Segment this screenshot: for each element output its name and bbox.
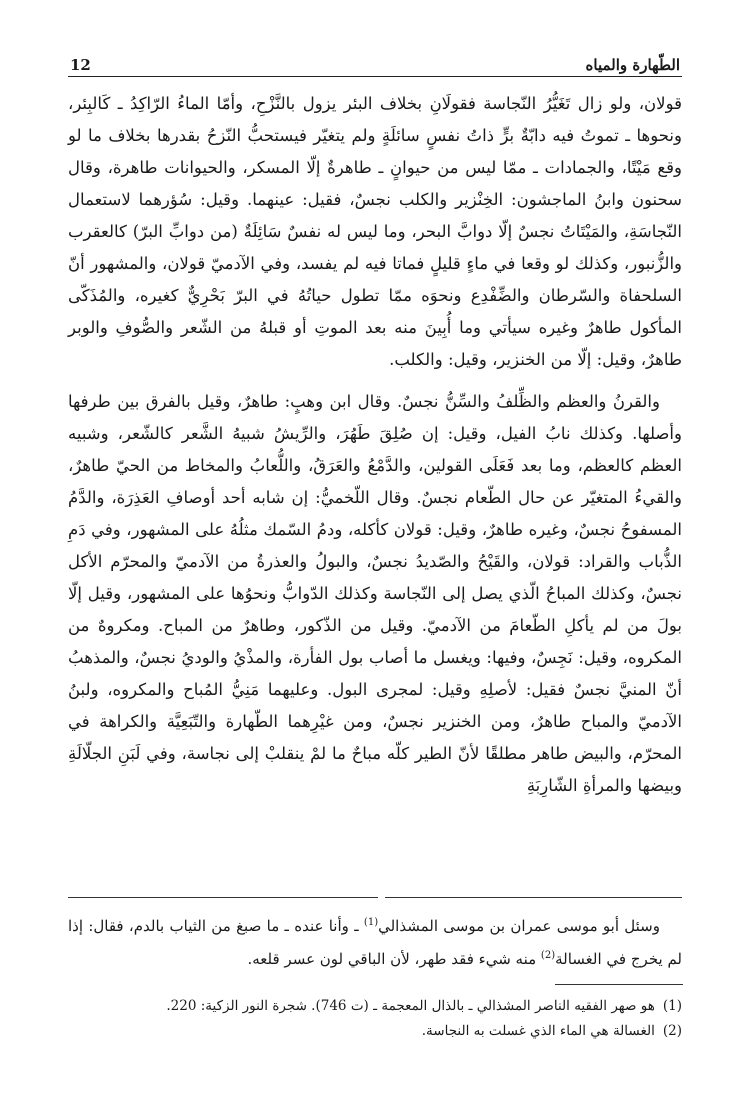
paragraph: قولان، ولو زال تَغَيُّرُ النّجاسة فقولَانِ بخلاف البئر يزول بالنَّزْحِ، وأمّا الماءُ الرّاكِدُ ـ كَالبِئر، ونحوها ـ تموتُ فيه دابّةٌ برٍّ ذاتُ نفسٍ سائلَةٍ ولم يتغيّر فيستحبُّ النّزحُ بقدرها بخلاف ما لو وقع مَيْتًا، والجمادات ـ ممّا ليس من حيوانٍ ـ طاهرةٌ إلّا المسكر، والحيوانات طاهرة، وقال سحنون وابنُ الماجشون: الخِنْزير والكلب نجسٌ، فقيل: عينهما. وقيل: سُؤرهما لاستعمال النّجاسَةِ، والمَيْتَاتُ نجسٌ إلّا دوابَّ البحر، وما ليس له نفسٌ سَائِلَةٌ (من دوابِّ البرّ) كالعقرب والزُّنبور، وكذلك لو وقعا في ماءٍ قليلٍ فماتا فيه لم يفسد، وفي الآدميّ قولان، والمشهور أنّ السلحفاة والسّرطان والضِّفْدِع ونحوَه ممّا تطول حياتُهُ في البرّ بَحْرِيٌّ كغيره، والمُذَكّى المأكول طاهرٌ وغيره سيأتي وما أُبِينَ منه بعد الموتِ أو قبلهُ من الشّعر والصُّوفِ والوبر طاهرٌ، وقيل: إلّا من الخنزير، وقيل: والكلب. [68,94,682,369]
footnotes [68,994,682,1044]
margin-note [68,908,682,974]
main-text [68,88,682,802]
note-text-start: وسئل أبو موسى عمران بن موسى المشذالي [378,917,660,935]
note-text-middle: ـ وأنا عنده ـ ما صبغ من الثياب بالدم، فقال: إذا لم يخرج في الغسالة [68,917,682,968]
page-header [70,44,680,74]
footnote-number: (2) [662,1023,682,1039]
note-paragraph [68,908,682,974]
notes-divider [385,897,682,898]
footnote-ref-2[interactable]: (2) [540,950,556,961]
header-divider [68,76,682,77]
note-text-end: منه شيء فقد طهر، لأن الباقي لون عسر قلعه. [247,950,541,968]
footnote-ref-1[interactable]: (1) [363,917,379,928]
footnotes-divider [555,984,683,985]
running-title: الطّهارة والمياه [585,56,680,74]
footnote-text: هو صهر الفقيه الناصر المشذالي ـ بالذال المعجمة ـ (ت 746). شجرة النور الزكية: 220. [166,998,655,1014]
footnote-1 [68,994,682,1019]
footnote-text: الغسالة هي الماء الذي غسلت به النجاسة. [421,1023,655,1039]
footnote-2 [68,1019,682,1044]
footnote-number: (1) [662,998,682,1014]
paragraph: والقرنُ والعظم والظِّلفُ والسِّنُّ نجسٌ. وقال ابن وهبٍ: طاهرٌ، وقيل بالفرق بين طرفها وأصلها. وكذلك نابُ الفيل، وقيل: إن صُلِقَ طَهُرَ، والرِّيشُ شبيهُ الشَّعر كالشّعر، وشبيه العظم كالعظم، وما بعد فَعَلَى القولين، والدَّمْعُ والعَرَقُ، واللُّعابُ والمخاط من الحيّ طاهرٌ، والقيءُ المتغيّر عن حال الطّعام نجسٌ. وقال اللّخميُّ: إن شابه أحد أوصافِ العَذِرَة، والدَّمُ المسفوحُ نجسٌ، وغيره طاهرٌ، وقيل: قولان كأكله، ودمُ السّمك مثلُهُ على المشهور، وفي دَمِ الذُّباب والقراد: قولان، والقَيْحُ والصّديدُ نجسٌ، والبولُ والعذرةُ من الآدميّ والمحرّم الأكل نجسٌ، وكذلك المباحُ الّذي يصل إلى النّجاسة وكذلك الدّوابُّ ونحوُها على المشهور، وقيل إلّا بولَ من لم يأكلِ الطّعامَ من الآدميّ. وقيل من الذّكور، وطاهرٌ من المباح. ومكروهٌ من المكروه، وقيل: نَجِسٌ، وفيها: ويغسل ما أصاب بول الفأرة، والمذْيُ والوديُ نجسٌ، والمذهبُ أنّ المنيَّ نجسٌ فقيل: لأصلِهِ وقيل: لمجرى البول. وعليهما مَنِيُّ المُباح والمكروه، ولبنُ الآدميّ والمباح طاهرٌ، ومن الخنزير نجسٌ، ومن غيْرِهما الطّهارة والتّبَعِيَّة والكراهة في المحرّم، والبيض طاهر مطلقًا لأنّ الطير كلّه مباحٌ ما لمْ ينقلبْ إلى نجاسة، وفي لَبَنِ الجلّالَةِ وبيضها والمرأةِ الشّارِبَةِ [68,392,682,795]
notes-divider-left [68,897,378,898]
page-number: 12 [70,56,91,74]
